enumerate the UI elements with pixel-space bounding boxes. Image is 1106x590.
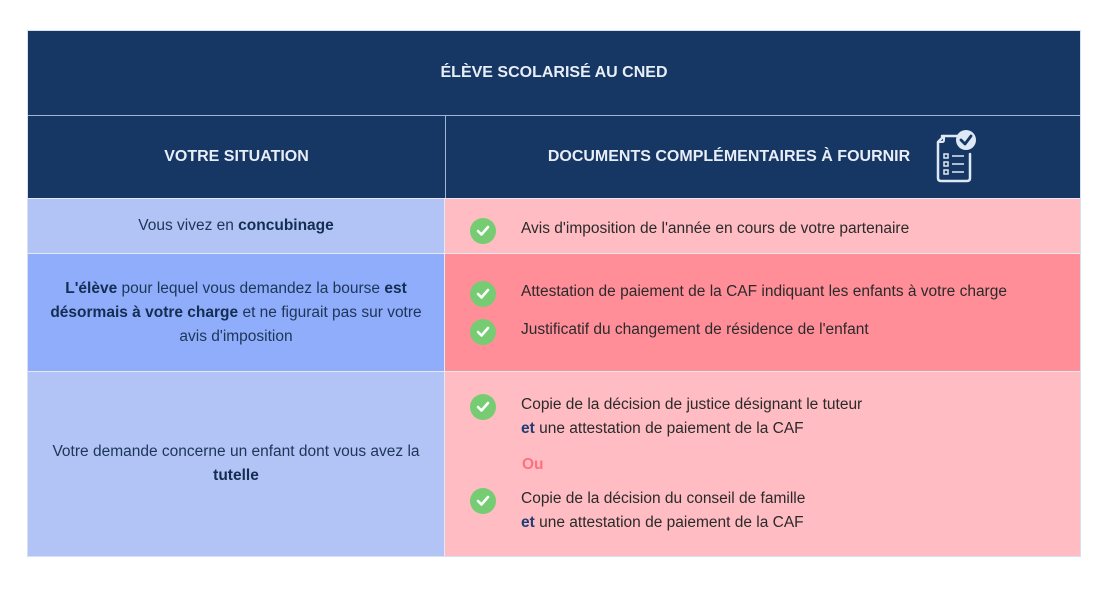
- checklist-clipboard-icon: [930, 126, 978, 189]
- check-icon: [470, 488, 496, 514]
- et-connector: et: [521, 514, 535, 531]
- document-text: Avis d'imposition de l'année en cours de votre partenaire: [521, 219, 910, 237]
- documents-cell: [445, 199, 1080, 253]
- document-item: [470, 280, 1080, 307]
- table-title-text: ÉLÈVE SCOLARISÉ AU CNED: [440, 64, 668, 81]
- document-text: [521, 487, 805, 535]
- document-item: [470, 209, 1080, 244]
- document-item: [470, 318, 1080, 345]
- documents-table: [27, 30, 1081, 557]
- et-connector: et: [521, 420, 535, 437]
- situation-bold: est désormais à votre charge: [50, 279, 407, 321]
- document-item: [470, 393, 1080, 441]
- document-line: Copie de la décision du conseil de famille: [521, 490, 806, 507]
- situation-bold: L'élève: [65, 279, 118, 297]
- situation-text: pour lequel vous demandez la bourse: [117, 279, 385, 297]
- document-text: [521, 393, 862, 441]
- ou-separator: Ou: [522, 456, 544, 473]
- situation-cell: [28, 254, 445, 371]
- document-text: Attestation de paiement de la CAF indiquant les enfants à votre charge: [521, 283, 1007, 300]
- situation-text: Vous vivez en: [138, 217, 239, 234]
- table-row: [28, 198, 1080, 253]
- document-text: Justificatif du changement de résidence de l'enfant: [521, 321, 869, 338]
- check-icon: [470, 319, 496, 345]
- documents-cell: [445, 254, 1080, 371]
- situation-text: Votre demande concerne un enfant dont vous avez la: [52, 443, 420, 460]
- header-situation-label: VOTRE SITUATION: [164, 148, 309, 165]
- situation-cell: [28, 199, 445, 253]
- header-row: [28, 116, 1080, 198]
- check-icon: [470, 281, 496, 307]
- situation-cell: [28, 372, 445, 556]
- document-line: Copie de la décision de justice désignant le tuteur: [521, 396, 863, 413]
- table-row: [28, 253, 1080, 371]
- document-line: une attestation de paiement de la CAF: [534, 420, 804, 437]
- table-row: [28, 371, 1080, 556]
- document-item: [470, 487, 1080, 535]
- situation-text: et ne figurait pas sur votre avis d'imposition: [179, 303, 422, 345]
- situation-bold: tutelle: [213, 467, 259, 484]
- header-documents-label: DOCUMENTS COMPLÉMENTAIRES À FOURNIR: [547, 148, 911, 165]
- situation-bold: concubinage: [238, 217, 334, 234]
- check-icon: [470, 394, 496, 420]
- document-line: une attestation de paiement de la CAF: [534, 514, 804, 531]
- documents-cell: [445, 372, 1080, 556]
- header-situation: [28, 116, 446, 198]
- header-documents: [446, 116, 1080, 198]
- check-icon: [470, 218, 496, 244]
- table-title: [28, 31, 1080, 116]
